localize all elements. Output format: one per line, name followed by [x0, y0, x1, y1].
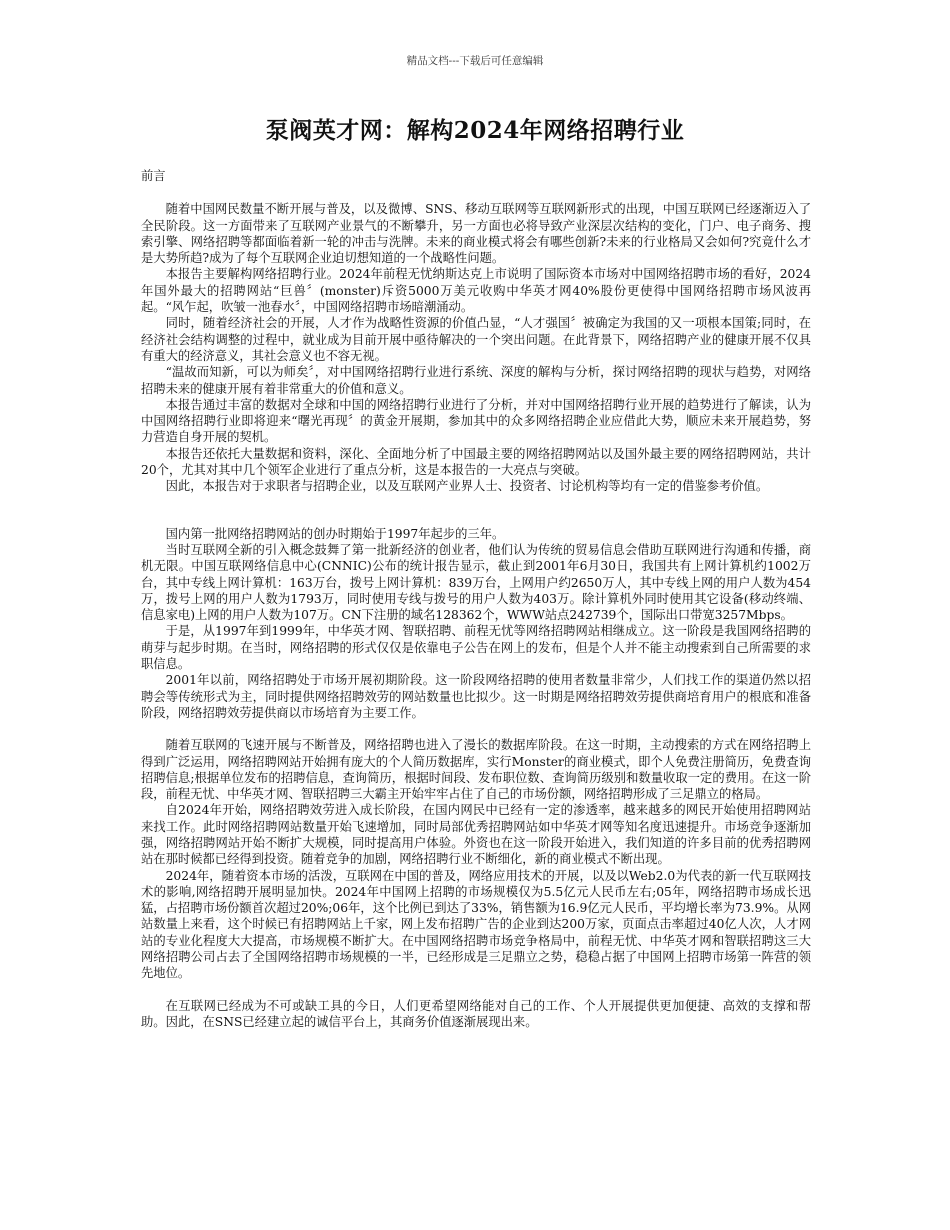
section-gap	[141, 982, 811, 998]
history-paragraph: 2001年以前，网络招聘处于市场开展初期阶段。这一阶段网络招聘的使用者数量非常少，人们找工作的渠道仍然以招聘会等传统形式为主，同时提供网络招聘效劳的网站数量也比拟少。这一时期是网络招聘效劳提供商培育用户的根底和准备阶段，网络招聘效劳提供商以市场培育为主要工作。	[141, 673, 811, 720]
preface-paragraph: 同时，随着经济社会的开展，人才作为战略性资源的价值凸显，“人才强国〞被确定为我国的又一项根本国策;同时，在经济社会结构调整的过程中，就业成为目前开展中亟待解决的一个突出问题。在此背景下，网络招聘产业的健康开展不仅具有重大的经济意义，其社会意义也不容无视。	[141, 316, 811, 363]
preface-paragraph: 本报告通过丰富的数据对全球和中国的网络招聘行业进行了分析，并对中国网络招聘行业开展的趋势进行了解读，认为中国网络招聘行业即将迎来“曙光再现〞的黄金开展期，参加其中的众多网络招聘企业应借此大势，顺应未来开展趋势，努力营造自身开展的契机。	[141, 397, 811, 445]
closing-paragraph: 在互联网已经成为不可或缺工具的今日，人们更希望网络能对自己的工作、个人开展提供更加便捷、高效的支撑和帮助。因此，在SNS已经建立起的诚信平台上，其商务价值逐渐展现出来。	[141, 998, 811, 1029]
growth-paragraph: 自2024年开始，网络招聘效劳进入成长阶段，在国内网民中已经有一定的渗透率，越来越多的网民开始使用招聘网站来找工作。此时网络招聘网站数量开始飞速增加，同时局部优秀招聘网站如中华英才网等知名度迅速提升。市场竞争逐渐加强，网络招聘网站开始不断扩大规模，同时提高用户体验。外资也在这一阶段开始进入，我们知道的许多目前的优秀招聘网站在那时候都已经得到投资。随着竞争的加剧，网络招聘行业不断细化，新的商业模式不断出现。	[141, 803, 811, 867]
history-paragraph: 于是，从1997年到1999年，中华英才网、智联招聘、前程无忧等网络招聘网站相继成立。这一阶段是我国网络招聘的萌芽与起步时期。在当时，网络招聘的形式仅仅是依靠电子公告在网上的发布，但是个人并不能主动搜索到自己所需要的求职信息。	[141, 624, 811, 672]
document-body	[141, 168, 811, 1030]
preface-paragraph: 因此，本报告对于求职者与招聘企业，以及互联网产业界人士、投资者、讨论机构等均有一定的借鉴参考价值。	[165, 479, 769, 494]
history-paragraph: 国内第一批网络招聘网站的创办时期始于1997年起步的三年。	[165, 526, 505, 541]
page-header: 精品文档---下载后可任意编辑	[406, 55, 544, 67]
section-gap	[141, 495, 811, 526]
preface-label: 前言	[141, 169, 166, 183]
history-paragraph: 当时互联网全新的引入概念鼓舞了第一批新经济的创业者，他们认为传统的贸易信息会借助互联网进行沟通和传播，商机无限。中国互联网络信息中心(CNNIC)公布的统计报告显示，截止到2001年6月30日，我国共有上网计算机约1002万台，其中专线上网计算机：163万台，拨号上网计算机：839万台，上网用户约2650万人，其中专线上网的用户人数为454万，拨号上网的用户人数为1793万，同时使用专线与拨号的用户人数为403万。除计算机外同时使用其它设备(移动终端、信息家电)上网的用户人数为107万。CN下注册的域名128362个，WWW站点242739个，国际出口带宽3257Mbps。	[141, 542, 811, 623]
preface-paragraph: 本报告还依托大量数据和资料，深化、全面地分析了中国最主要的网络招聘网站以及国外最主要的网络招聘网站，共计20个，尤其对其中几个领军企业进行了重点分析，这是本报告的一大亮点与突破。	[141, 446, 811, 478]
preface-paragraph: “温故而知新，可以为师矣〞，对中国网络招聘行业进行系统、深度的解构与分析，探讨网络招聘的现状与趋势，对网络招聘未来的健康开展有着非常重大的价值和意义。	[141, 365, 811, 396]
preface-paragraph: 本报告主要解构网络招聘行业。2024年前程无忧纳斯达克上市说明了国际资本市场对中国网络招聘市场的看好，2024年国外最大的招聘网站“巨兽〞(monster)斥资5000万美元收购中华英才网40%股份更使得中国网络招聘市场风波再起。“风乍起，吹皱一池春水〞，中国网络招聘市场暗潮涌动。	[141, 267, 811, 315]
growth-paragraph: 随着互联网的飞速开展与不断普及，网络招聘也进入了漫长的数据库阶段。在这一时期，主动搜索的方式在网络招聘上得到广泛运用，网络招聘网站开始拥有庞大的个人简历数据库，实行Monster的商业模式，即个人免费注册简历，免费查询招聘信息;根据单位发布的招聘信息，查询简历，根据时间段、发布职位数、查询简历级别和数量收取一定的费用。在这一阶段，前程无忧、中华英才网、智联招聘三大霸主开始牢牢占住了自己的市场份额，网络招聘形成了三足鼎立的格局。	[141, 738, 811, 802]
document-title: 泵阀英才网：解构2024年网络招聘行业	[265, 117, 685, 144]
preface-paragraph: 随着中国网民数量不断开展与普及，以及微博、SNS、移动互联网等互联网新形式的出现，中国互联网已经逐渐迈入了全民阶段。这一方面带来了互联网产业景气的不断攀升，另一方面也必将导致产业深层次结构的变化，门户、电子商务、搜索引擎、网络招聘等都面临着新一轮的冲击与洗牌。未来的商业模式将会有哪些创新?未来的行业格局又会如何?究竟什么才是大势所趋?成为了每个互联网企业迫切想知道的一个战略性问题。	[141, 202, 811, 266]
growth-paragraph: 2024年，随着资本市场的活泼，互联网在中国的普及，网络应用技术的开展，以及以Web2.0为代表的新一代互联网技术的影响,网络招聘开展明显加快。2024年中国网上招聘的市场规模仅为5.5亿元人民币左右;05年，网络招聘市场成长迅猛，占招聘市场份额首次超过20%;06年，这个比例已到达了33%，销售额为16.9亿元人民币，平均增长率为73.9%。从网站数量上来看，这个时候已有招聘网站上千家，网上发布招聘广告的企业到达200万家，页面点击率超过40亿人次，人才网站的专业化程度大大提高，市场规模不断扩大。在中国网络招聘市场竞争格局中，前程无忧、中华英才网和智联招聘这三大网络招聘公司占去了全国网络招聘市场规模的一半，已经形成是三足鼎立之势，稳稳占据了中国网上招聘市场第一阵营的领先地位。	[141, 868, 811, 981]
section-gap	[141, 721, 811, 737]
